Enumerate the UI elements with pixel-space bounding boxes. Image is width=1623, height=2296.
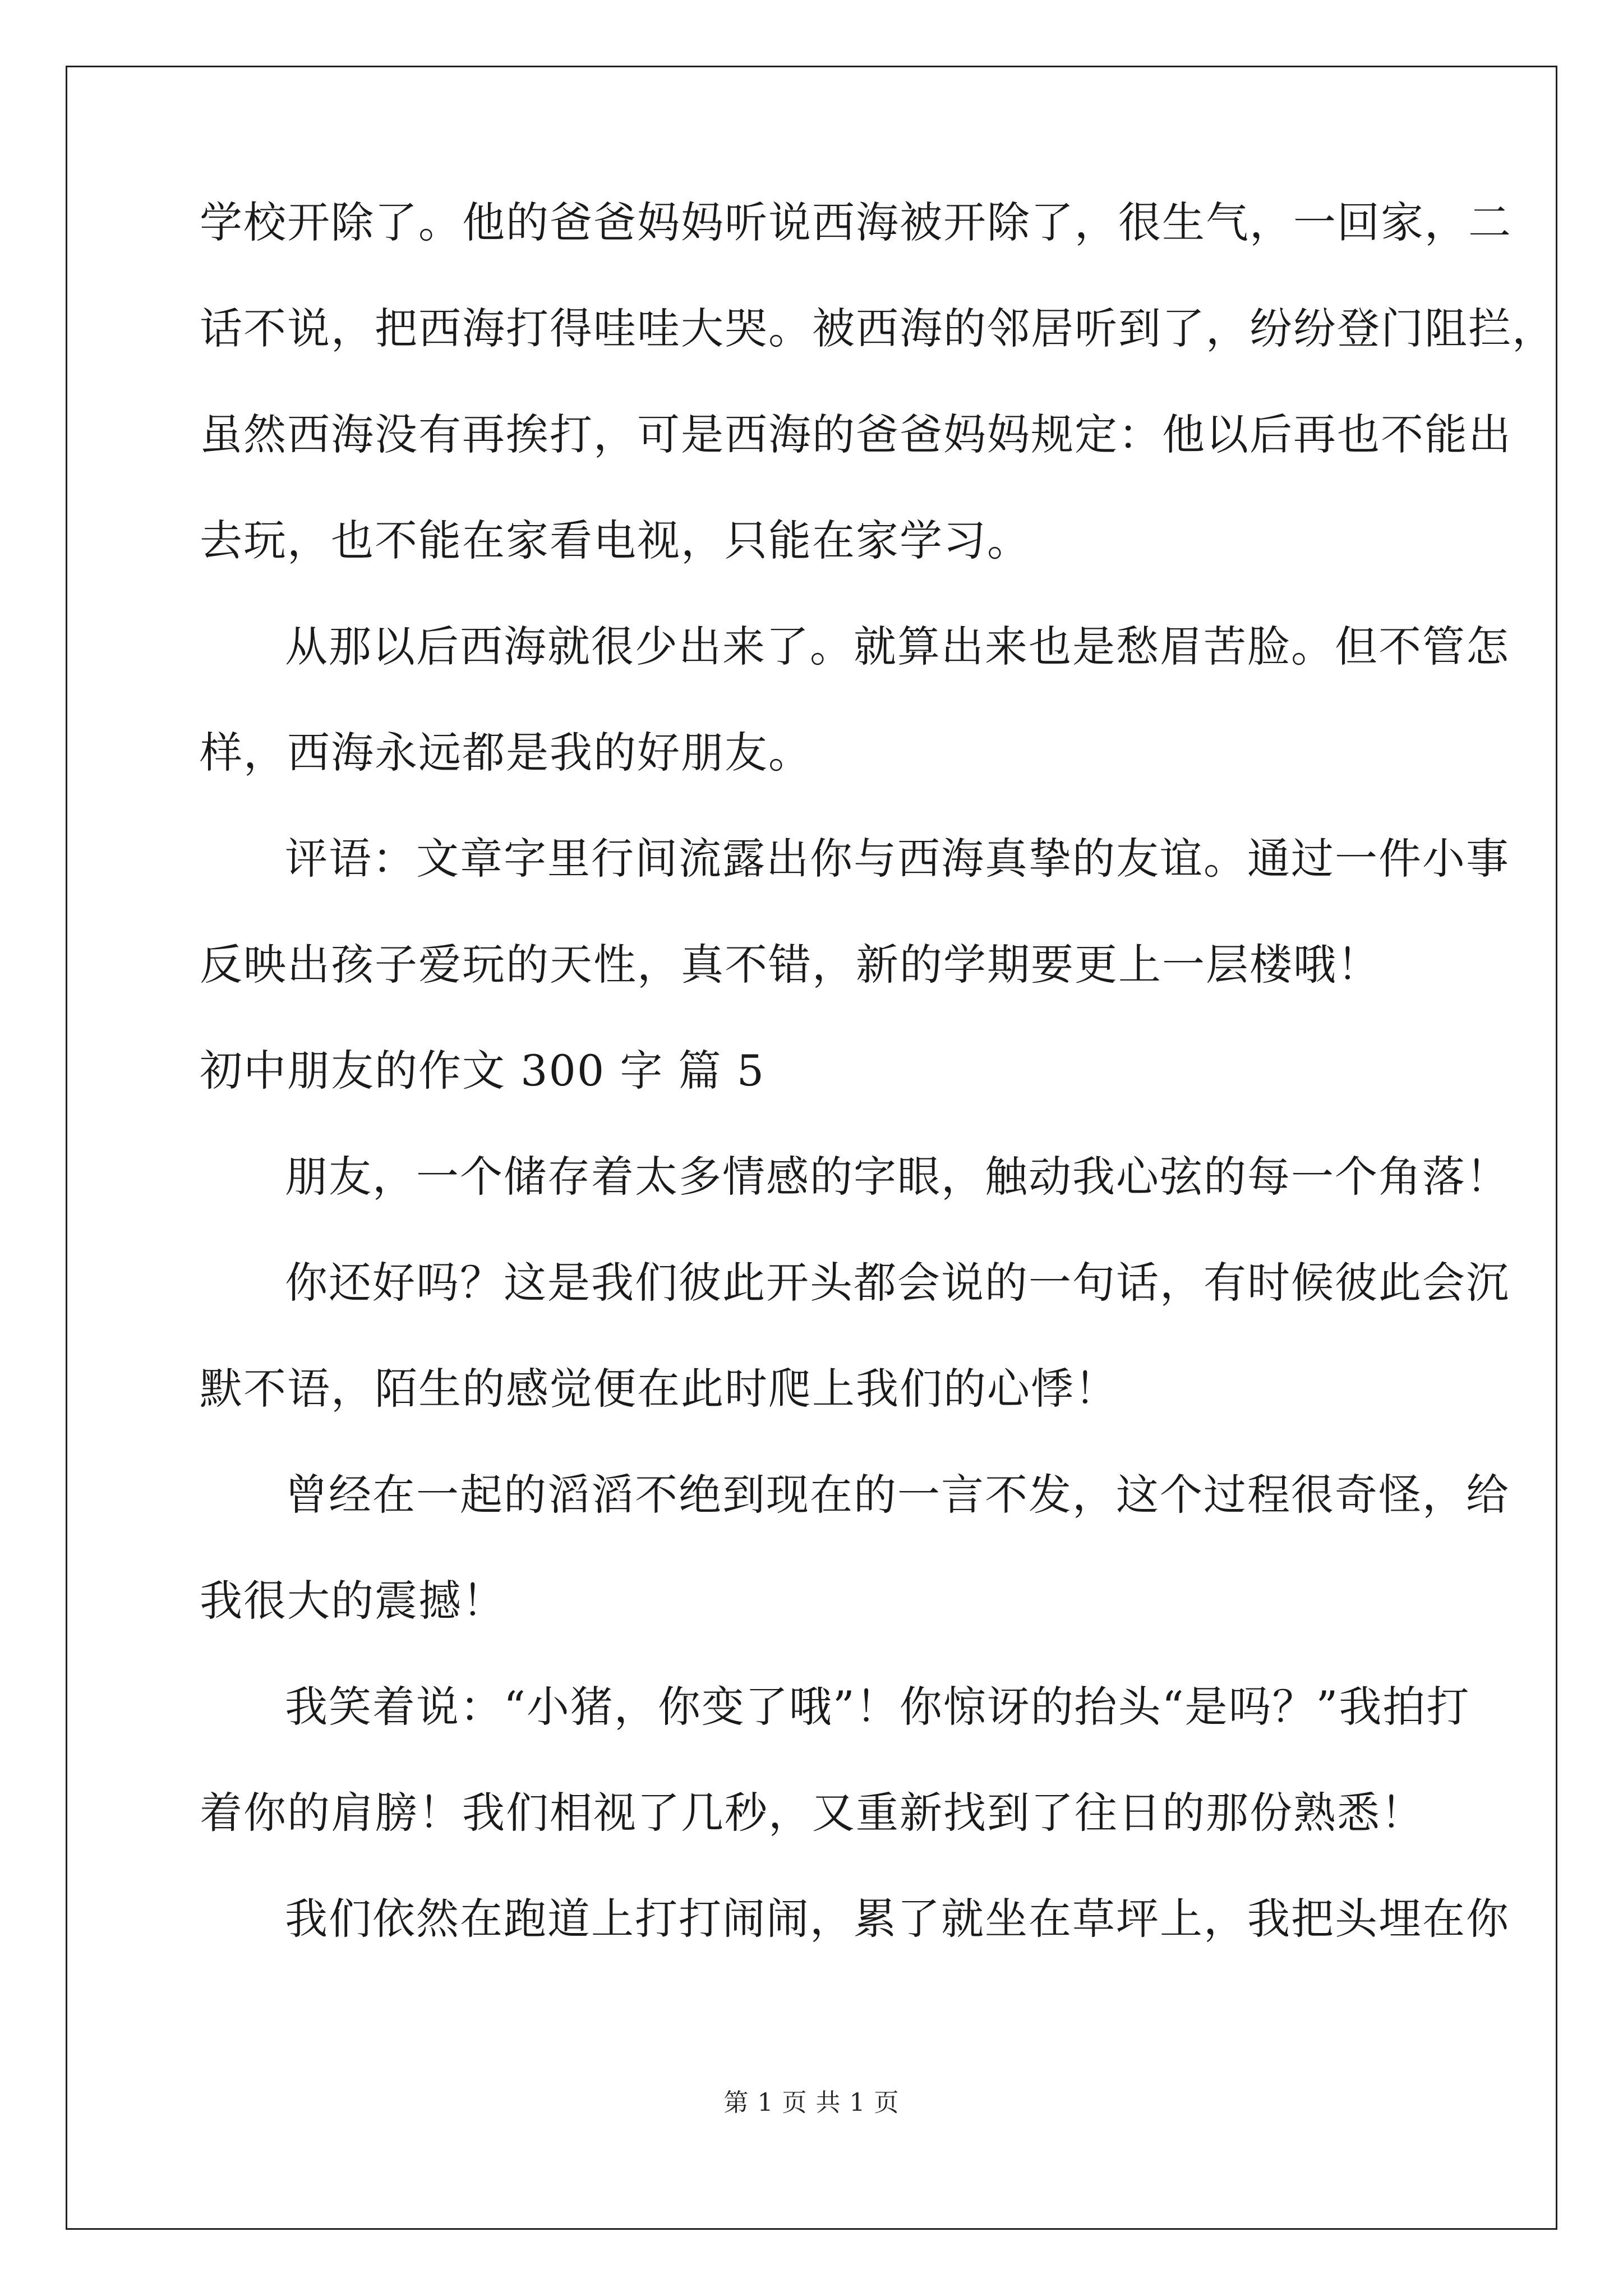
page-footer: 第 1 页 共 1 页 — [723, 2088, 900, 2117]
text-line: 我很大的震撼！ — [200, 1576, 506, 1626]
text-line: 去玩，也不能在家看电视，只能在家学习。 — [200, 516, 1031, 565]
text-line: 你还好吗？这是我们彼此开头都会说的一句话，有时候彼此会沉 — [285, 1258, 1510, 1308]
document-body — [200, 197, 1556, 2005]
text-line: 样，西海永远都是我的好朋友。 — [200, 728, 812, 777]
text-line: 我笑着说：“小猪，你变了哦”！你惊讶的抬头“是吗？”我拍打 — [285, 1682, 1470, 1732]
text-line: 我们依然在跑道上打打闹闹，累了就坐在草坪上，我把头埋在你 — [285, 1894, 1510, 1944]
section-heading: 初中朋友的作文 300 字 篇 5 — [200, 1046, 766, 1096]
text-line: 话不说，把西海打得哇哇大哭。被西海的邻居听到了，纷纷登门阻拦， — [200, 303, 1556, 353]
text-line: 虽然西海没有再挨打，可是西海的爸爸妈妈规定：他以后再也不能出 — [200, 409, 1512, 459]
text-line: 学校开除了。他的爸爸妈妈听说西海被开除了，很生气，一回家，二 — [200, 197, 1512, 247]
text-line: 从那以后西海就很少出来了。就算出来也是愁眉苦脸。但不管怎 — [285, 622, 1510, 671]
text-line: 评语：文章字里行间流露出你与西海真挚的友谊。通过一件小事 — [285, 834, 1510, 884]
text-line: 曾经在一起的滔滔不绝到现在的一言不发，这个过程很奇怪，给 — [285, 1470, 1510, 1520]
text-line: 着你的肩膀！我们相视了几秒，又重新找到了往日的那份熟悉！ — [200, 1788, 1424, 1838]
text-line: 默不语，陌生的感觉便在此时爬上我们的心悸！ — [200, 1364, 1118, 1414]
text-line: 反映出孩子爱玩的天性，真不错，新的学期要更上一层楼哦！ — [200, 940, 1381, 990]
text-line: 朋友，一个储存着太多情感的字眼，触动我心弦的每一个角落！ — [285, 1152, 1510, 1202]
